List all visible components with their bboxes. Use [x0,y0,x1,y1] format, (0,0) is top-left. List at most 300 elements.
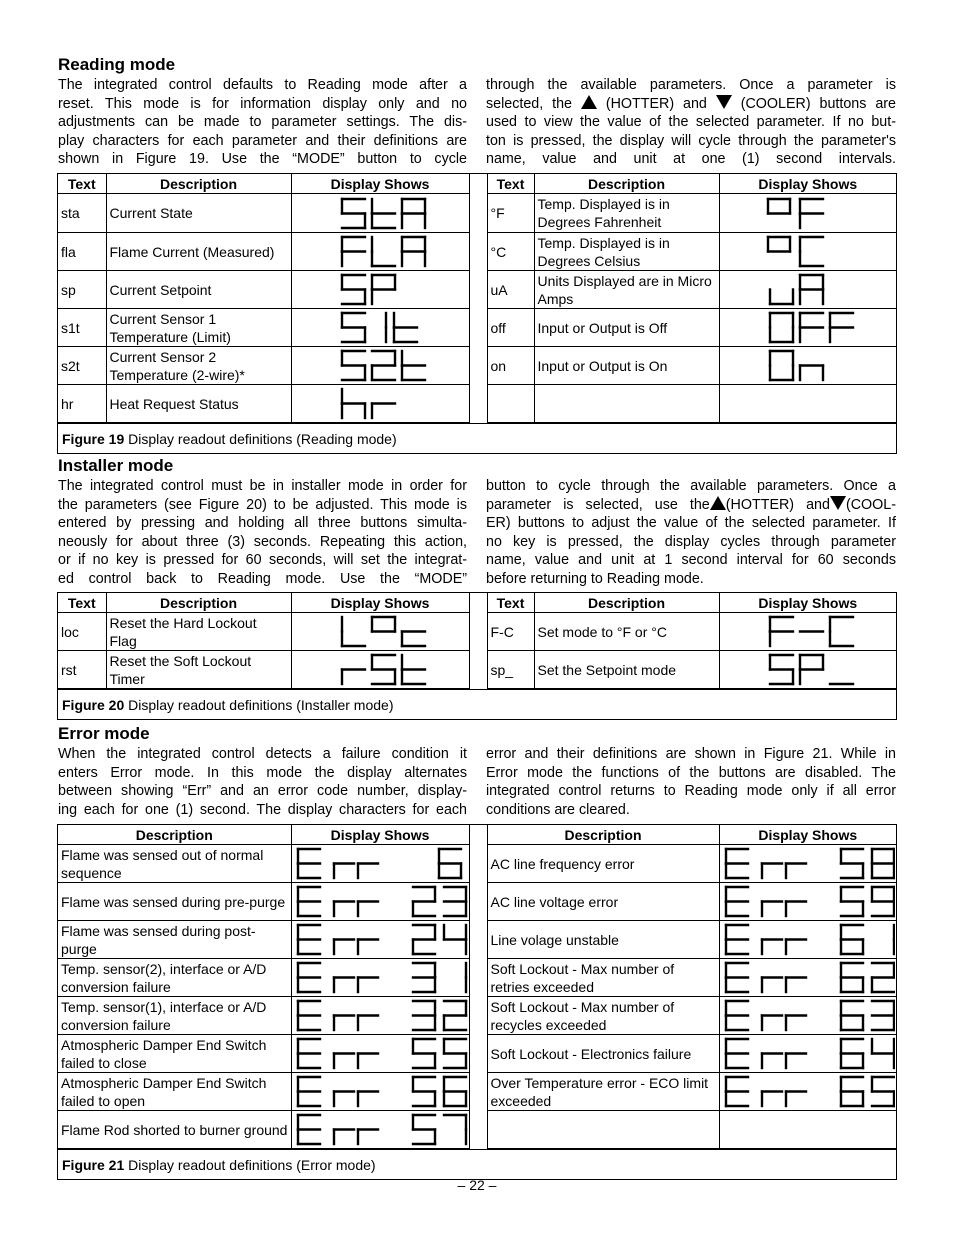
segment-digit [786,1092,806,1107]
description-cell [534,613,719,651]
display-cell [719,651,896,689]
description-cell [487,1073,719,1111]
segment-digit [762,940,782,955]
seven-segment-display [292,997,468,1034]
segment-digit [830,617,853,646]
text-line: entered by pressing and holding all three buttons simulta- [58,515,467,532]
table-row [58,385,896,423]
segment-digit [786,864,806,879]
error-description: Over Temperature error - ECO limit exceeded [490,1074,709,1109]
seven-segment-display [292,1111,468,1148]
segment-digit [841,849,863,878]
text-line: ER) buttons to adjust the value of the selected parameter. If [486,515,896,532]
segment-digit [726,1001,748,1030]
segment-digit [872,963,894,992]
display-cell [291,233,469,271]
param-text: F-C [490,623,514,640]
table-row [58,1111,896,1149]
text-line: name, value and unit at 1 second interval for 60 seconds [486,552,896,569]
error-description: Soft Lockout - Max number of recycles exceeded [490,998,675,1033]
description-cell [534,309,719,347]
segment-digit [298,1115,320,1144]
segment-digit [800,237,823,266]
error-right-text [486,745,896,819]
segment-digit [298,1077,320,1106]
text-fragment: (COOLER) buttons are [731,95,896,112]
text-line: or if no key is pressed for 60 seconds, will set the integrat- [58,552,467,569]
text-line: between showing “Err” and an error code number, display- [58,783,467,800]
description-cell [106,233,291,271]
text-cell [487,309,534,347]
segment-digit [762,864,782,879]
error-description: Flame was sensed out of normal sequence [61,846,264,881]
seven-segment-display [292,271,468,308]
description-cell [487,959,719,997]
table-row [58,271,896,309]
table-row [58,1073,896,1111]
caption-text: Display readout definitions (Reading mode) [124,431,397,447]
segment-digit [372,237,395,266]
segment-digit [800,366,823,381]
header-text: Text [487,174,534,194]
segment-digit [726,1039,748,1068]
segment-digit [372,617,395,632]
segment-digit [770,313,793,342]
seven-segment-display [720,309,895,346]
segment-digit [768,199,790,214]
seven-segment-display [292,1035,468,1072]
segment-digit [413,963,435,992]
segment-digit [298,1001,320,1030]
installer-mode-heading: Installer mode [58,456,174,475]
description-cell [534,271,719,309]
display-cell [291,347,469,385]
error-description: Line volage unstable [490,931,619,948]
segment-digit [786,978,806,993]
param-text: fla [61,243,76,260]
header-display-shows: Display Shows [719,174,896,194]
caption-number: Figure 19 [62,431,125,447]
hotter-arrow-icon [710,496,726,510]
table-row [58,347,896,385]
param-text: hr [61,395,74,412]
segment-digit [342,389,365,418]
segment-digit [298,963,320,992]
text-cell [487,194,534,233]
text-cell [58,385,106,423]
display-cell [719,233,896,271]
segment-digit [768,237,790,252]
text-line: shown in Figure 19. Use the “MODE” button to cycle [58,151,467,168]
description-cell [58,921,291,959]
segment-digit [402,351,425,380]
installer-left-text [58,477,467,589]
text-line: ton is pressed, the display will cycle through the parameter's [486,132,896,149]
seven-segment-display [720,921,895,958]
text-line: error and their definitions are shown in Figure 21. While in [486,746,896,762]
segment-digit [872,1001,894,1030]
display-cell [719,845,896,883]
segment-digit [770,290,793,305]
header-display-shows: Display Shows [291,825,469,845]
segment-digit [762,978,782,993]
table-row [58,883,896,921]
display-cell [719,194,896,233]
column-gap [469,825,487,845]
display-cell [291,194,469,233]
segment-digit [372,404,395,419]
column-gap [469,921,487,959]
param-description: Heat Request Status [109,395,239,412]
table-row [58,845,896,883]
segment-digit [413,1001,435,1030]
text-cell [487,271,534,309]
segment-digit [841,963,863,992]
param-description: Units Displayed are in Micro Amps [537,272,712,307]
segment-digit [444,925,466,954]
segment-digit [358,1016,378,1031]
header-display-shows: Display Shows [291,593,469,613]
segment-digit [334,902,354,917]
text-cell [58,271,106,309]
seven-segment-display [720,347,895,384]
table-row [58,194,896,233]
description-cell [487,1035,719,1073]
description-cell [106,309,291,347]
param-text: off [490,319,506,336]
text-line: button to cycle through the available parameters. Once a [486,478,896,494]
segment-digit [298,1039,320,1068]
param-text: sta [61,205,80,221]
cooler-arrow-icon [716,95,732,109]
segment-digit [786,940,806,955]
column-gap [469,174,487,194]
segment-digit [841,1039,863,1068]
error-description: Soft Lockout - Electronics failure [490,1045,692,1062]
text-fragment: (COOL- [845,496,896,513]
segment-digit [358,940,378,955]
segment-digit [786,1016,806,1031]
header-display-shows: Display Shows [719,593,896,613]
description-cell [534,233,719,271]
param-text: °F [490,205,505,221]
seven-segment-display [292,651,468,688]
segment-digit [726,925,748,954]
param-description: Reset the Hard Lockout Flag [109,614,257,649]
display-cell [719,385,896,423]
segment-digit [830,313,853,342]
figure-19-table [57,173,897,454]
column-gap [469,385,487,423]
column-gap [469,1035,487,1073]
segment-digit [298,849,320,878]
error-description: Temp. sensor(2), interface or A/D conversion failure [61,960,267,995]
column-gap [469,593,487,613]
param-text: uA [490,281,508,298]
display-cell [719,883,896,921]
seven-segment-display [720,1111,895,1148]
display-cell [291,1035,469,1073]
segment-digit [872,849,894,878]
display-cell [719,921,896,959]
header-text: Text [58,593,106,613]
segment-digit [444,1077,466,1106]
display-cell [719,613,896,651]
description-cell [487,883,719,921]
display-cell [291,845,469,883]
display-cell [291,1073,469,1111]
text-line: through the available parameters. Once a parameter is [486,77,896,93]
param-description: Temp. Displayed is in Degrees Celsius [537,234,670,269]
figure-21-table [57,824,897,1180]
error-description: Flame was sensed during pre-purge [61,893,286,910]
figure-20-table [57,592,897,720]
seven-segment-display [720,883,895,920]
seven-segment-display [292,959,468,996]
table-row [58,1035,896,1073]
param-description: Flame Current (Measured) [109,243,275,260]
segment-digit [372,199,395,228]
segment-digit [342,351,365,380]
caption-text: Display readout definitions (Installer mode) [124,697,394,713]
text-line: The integrated control defaults to Reading mode after a [58,77,467,93]
text-cell [487,651,534,689]
text-line: reset. This mode is for information display only and no [58,95,467,112]
segment-digit [726,1077,748,1106]
display-cell [291,309,469,347]
seven-segment-display [720,651,895,688]
segment-digit [334,1130,354,1145]
segment-digit [841,925,863,954]
text-line: the parameters (see Figure 20) to be adjusted. This mode is [58,496,467,513]
column-gap [469,233,487,271]
column-gap [469,347,487,385]
description-cell [534,651,719,689]
text-line: ed control back to Reading mode. Use the “MODE” [58,570,467,587]
figure-20-caption [58,689,896,719]
segment-digit [372,351,395,380]
display-cell [719,347,896,385]
text-line: enters Error mode. In this mode the display alternates [58,764,467,781]
segment-digit [770,351,793,380]
description-cell [106,651,291,689]
text-line: Error mode the functions of the buttons are disabled. The [486,764,896,781]
segment-digit [334,1092,354,1107]
seven-segment-display [720,997,895,1034]
segment-digit [800,275,823,304]
description-cell [534,194,719,233]
column-gap [469,194,487,233]
segment-digit [444,1001,466,1030]
display-cell [719,1073,896,1111]
table-row [58,997,896,1035]
text-line: neously for about three (3) seconds. Repeating this action, [58,533,467,550]
column-gap [469,997,487,1035]
header-display-shows: Display Shows [719,825,896,845]
segment-digit [762,1016,782,1031]
segment-digit [334,940,354,955]
param-text: sp_ [490,661,514,678]
text-fragment: (HOTTER) and [596,95,716,112]
caption-text: Display readout definitions (Error mode) [124,1157,376,1173]
description-cell [58,845,291,883]
display-cell [291,959,469,997]
display-cell [291,883,469,921]
text-cell [487,347,534,385]
text-line: before returning to Reading mode. [486,570,704,587]
param-description: Reset the Soft Lockout Timer [109,652,252,687]
description-cell [58,959,291,997]
seven-segment-display [292,309,468,346]
display-cell [719,997,896,1035]
segment-digit [298,925,320,954]
seven-segment-display [720,233,895,270]
param-text: on [490,357,507,374]
cooler-arrow-icon [830,496,846,510]
param-description: Temp. Displayed is in Degrees Fahrenheit [537,196,670,230]
segment-digit [872,887,894,916]
text-line: name, value and unit at one (1) second intervals. [486,151,896,168]
reading-mode-heading: Reading mode [58,55,176,74]
segment-digit [402,237,425,266]
text-cell [58,309,106,347]
caption-number: Figure 21 [62,1157,125,1173]
display-cell [719,309,896,347]
caption-number: Figure 20 [62,697,125,713]
segment-digit [298,887,320,916]
segment-digit [444,1115,466,1144]
description-cell [106,194,291,233]
header-description: Description [534,174,719,194]
header-description: Description [534,593,719,613]
segment-digit [444,1039,466,1068]
text-cell [58,651,106,689]
table-row [58,613,896,651]
segment-digit [726,849,748,878]
seven-segment-display [720,1035,895,1072]
seven-segment-display [292,883,468,920]
reading-right-text [486,76,896,169]
display-cell [719,1035,896,1073]
description-cell [106,613,291,651]
display-cell [291,921,469,959]
segment-digit [841,1077,863,1106]
seven-segment-display [292,195,468,232]
text-line: The integrated control must be in installer mode in order for [58,478,467,494]
segment-digit [444,887,466,916]
display-cell [291,651,469,689]
segment-digit [334,1054,354,1069]
segment-digit [358,1130,378,1145]
seven-segment-display [720,845,895,882]
table-row [58,309,896,347]
reading-left-text [58,76,467,169]
error-left-text [58,745,467,819]
param-description: Current Sensor 1 Temperature (Limit) [109,310,231,345]
segment-digit [800,199,823,228]
display-cell [291,997,469,1035]
table-row [58,233,896,271]
segment-digit [334,978,354,993]
param-text: s1t [61,319,80,336]
text-cell [487,613,534,651]
seven-segment-display [720,959,895,996]
seven-segment-display [292,845,468,882]
seven-segment-display [292,921,468,958]
column-gap [469,845,487,883]
segment-digit [762,1054,782,1069]
text-cell [58,347,106,385]
segment-digit [872,1077,894,1106]
segment-digit [342,617,365,646]
param-text: °C [490,243,507,260]
text-fragment: selected, the [486,95,581,112]
header-text: Text [487,593,534,613]
segment-digit [770,617,793,646]
description-cell [58,1035,291,1073]
segment-digit [762,902,782,917]
segment-digit [358,1092,378,1107]
segment-digit [402,632,425,647]
segment-digit [358,864,378,879]
display-cell [291,271,469,309]
display-cell [291,613,469,651]
seven-segment-display [720,195,895,232]
segment-digit [358,978,378,993]
seven-segment-display [292,347,468,384]
segment-digit [402,655,425,684]
segment-digit [402,199,425,228]
description-cell [106,271,291,309]
param-text: rst [61,661,77,678]
text-cell [487,233,534,271]
header-text: Text [58,174,106,194]
column-gap [469,613,487,651]
segment-digit [358,902,378,917]
text-line: integrated control returns to Reading mode only if all error [486,783,896,800]
column-gap [469,651,487,689]
segment-digit [762,1092,782,1107]
segment-digit [841,887,863,916]
hotter-arrow-icon [581,95,597,109]
error-description: Atmospheric Damper End Switch failed to open [61,1074,267,1109]
text-line [486,496,896,515]
seven-segment-display [720,1073,895,1110]
description-cell [58,1111,291,1149]
segment-digit [358,1054,378,1069]
text-line: conditions are cleared. [486,801,630,818]
text-line: no key is pressed, the display cycles through parameter [486,533,896,550]
param-description: Set mode to °F or °C [537,623,667,640]
display-cell [719,959,896,997]
text-line: play characters for each parameter and their definitions are [58,132,467,149]
seven-segment-display [720,613,895,650]
column-gap [469,309,487,347]
segment-digit [342,199,365,228]
param-description: Input or Output is On [537,357,668,374]
description-cell [58,883,291,921]
param-description: Input or Output is Off [537,319,668,336]
segment-digit [372,275,395,304]
segment-digit [786,1054,806,1069]
segment-digit [413,1077,435,1106]
segment-digit [726,963,748,992]
text-cell [58,233,106,271]
seven-segment-display [720,271,895,308]
segment-digit [413,1115,435,1144]
error-description: Flame Rod shorted to burner ground [61,1121,288,1138]
display-cell [719,271,896,309]
